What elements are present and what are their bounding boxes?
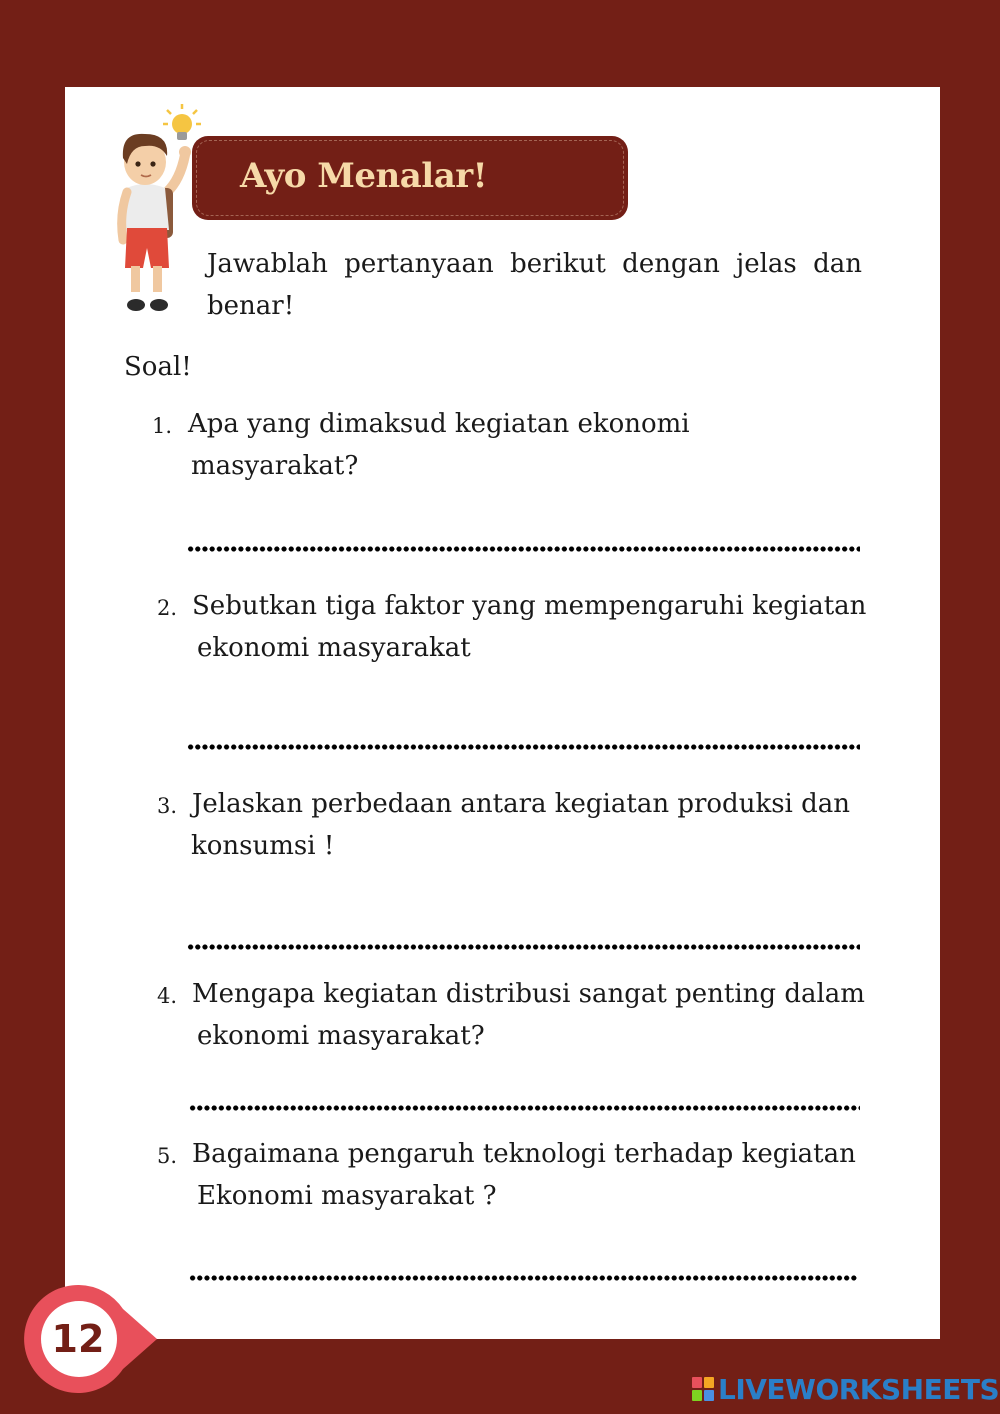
question-number: 4. — [157, 984, 178, 1008]
question-text-line-2: masyarakat? — [191, 451, 359, 481]
question-text-line-2: konsumsi ! — [191, 831, 335, 861]
instruction-text: Jawablah pertanyaan berikut dengan jelas dan benar! — [207, 249, 862, 321]
question-number: 5. — [157, 1144, 178, 1168]
answer-line-5[interactable] — [189, 1275, 857, 1281]
question-number: 3. — [157, 794, 178, 818]
watermark-text: LIVEWORKSHEETS — [718, 1372, 1000, 1406]
question-text-line-2: ekonomi masyarakat — [197, 633, 471, 663]
page-title: Ayo Menalar! — [240, 156, 488, 196]
answer-line-4[interactable] — [189, 1105, 860, 1111]
page-number: 12 — [51, 1317, 105, 1361]
liveworksheets-watermark — [692, 1374, 999, 1404]
answer-line-1[interactable] — [187, 546, 860, 552]
question-text-line-1: Sebutkan tiga faktor yang mempengaruhi kegiatan — [192, 591, 867, 621]
question-number: 2. — [157, 596, 178, 620]
answer-line-3[interactable] — [187, 944, 860, 950]
question-text-line-1: Mengapa kegiatan distribusi sangat penting dalam — [192, 979, 865, 1009]
title-banner — [192, 136, 628, 220]
question-text-line-1: Apa yang dimaksud kegiatan ekonomi — [188, 409, 690, 439]
section-label: Soal! — [124, 352, 192, 382]
question-text-line-2: Ekonomi masyarakat ? — [197, 1181, 497, 1211]
liveworksheets-logo-icon — [692, 1377, 714, 1401]
lightbulb-icon — [163, 104, 201, 140]
question-text-line-2: ekonomi masyarakat? — [197, 1021, 485, 1051]
question-number: 1. — [152, 414, 173, 438]
question-text-line-1: Bagaimana pengaruh teknologi terhadap kegiatan — [192, 1139, 856, 1169]
answer-line-2[interactable] — [187, 744, 860, 750]
question-text-line-1: Jelaskan perbedaan antara kegiatan produksi dan — [192, 789, 851, 819]
